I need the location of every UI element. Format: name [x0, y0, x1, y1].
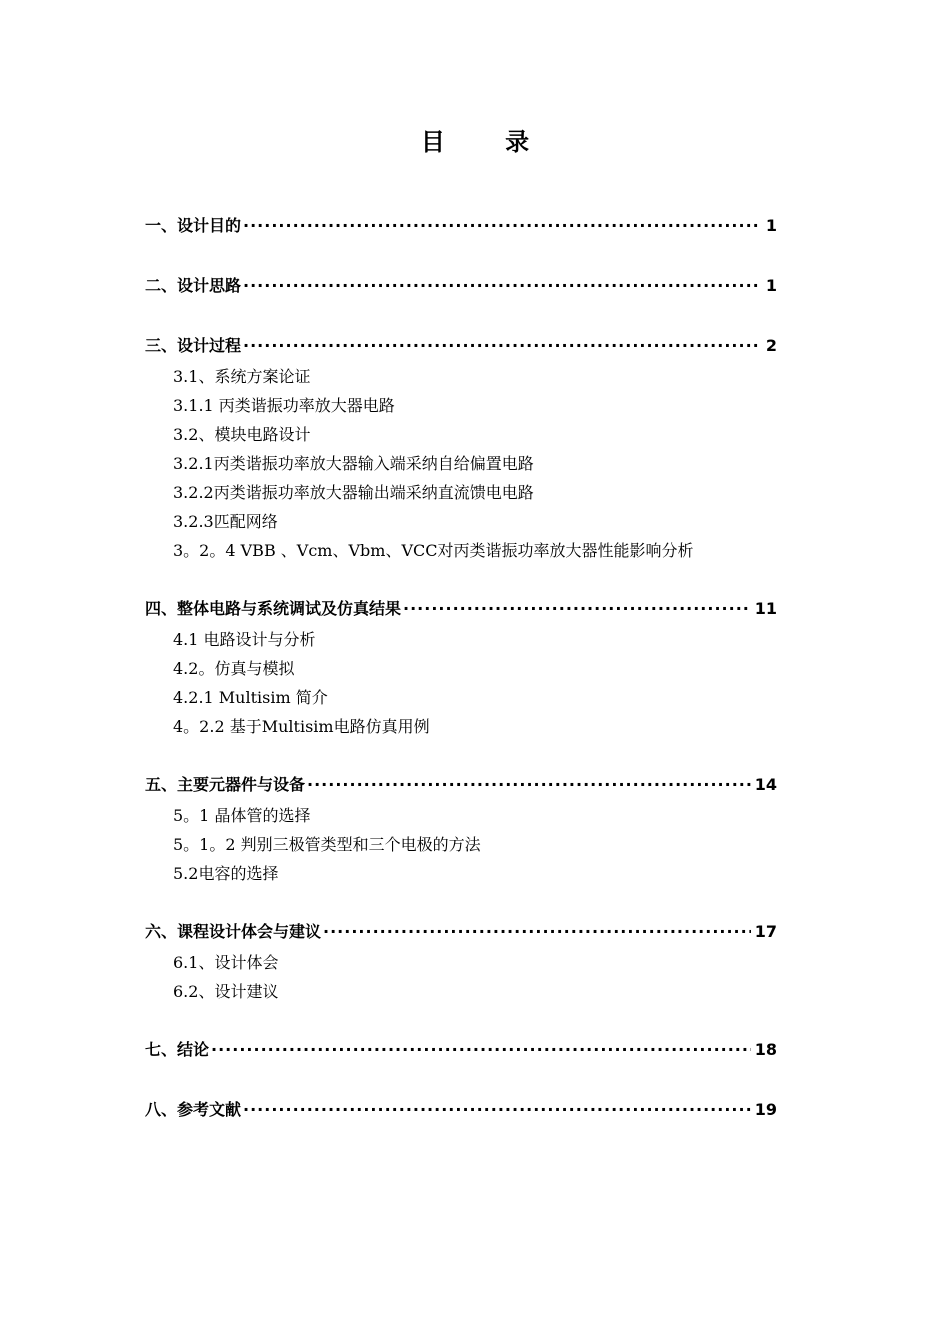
toc-entry[interactable]: [145, 593, 777, 625]
toc-section-2: [145, 270, 777, 302]
toc-subentry[interactable]: 4.1 电路设计与分析: [173, 630, 316, 649]
toc-entry-label: 四、整体电路与系统调试及仿真结果: [145, 599, 402, 618]
toc-page-number: 1: [765, 216, 777, 235]
toc-section-8: [145, 1094, 777, 1126]
toc-entry[interactable]: [145, 270, 777, 302]
toc-entry-label: 八、参考文献: [145, 1100, 242, 1119]
toc-subentry[interactable]: 5。1。2 判别三极管类型和三个电极的方法: [173, 835, 481, 854]
dot-leader: [243, 330, 759, 362]
toc-subentry[interactable]: 4.2.1 Multisim 简介: [173, 688, 328, 707]
toc-page-number: 19: [754, 1100, 777, 1119]
toc-subentry[interactable]: 5。1 晶体管的选择: [173, 806, 311, 825]
toc-entry[interactable]: [145, 1034, 777, 1066]
toc-page-number: 11: [754, 599, 777, 618]
toc-section-7: [145, 1034, 777, 1066]
toc-entry-label: 三、设计过程: [145, 336, 242, 355]
toc-subentry[interactable]: 5.2电容的选择: [173, 864, 279, 883]
toc-subentry[interactable]: 3.2、模块电路设计: [173, 425, 311, 444]
toc-page-number: 1: [765, 276, 777, 295]
toc-entry-label: 五、主要元器件与设备: [145, 775, 306, 794]
toc-subentry[interactable]: 4.2。仿真与模拟: [173, 659, 295, 678]
table-of-contents: [145, 210, 777, 1154]
toc-page-number: 2: [765, 336, 777, 355]
toc-section-1: [145, 210, 777, 242]
toc-entry[interactable]: [145, 769, 777, 801]
toc-subentry[interactable]: 3.1、系统方案论证: [173, 367, 311, 386]
toc-section-3: [145, 330, 777, 565]
dot-leader: [243, 210, 759, 242]
toc-entry[interactable]: [145, 210, 777, 242]
toc-entry-label: 二、设计思路: [145, 276, 242, 295]
toc-entry[interactable]: [145, 330, 777, 362]
toc-entry[interactable]: [145, 1094, 777, 1126]
toc-subentry[interactable]: 6.1、设计体会: [173, 953, 279, 972]
toc-entry-label: 一、设计目的: [145, 216, 242, 235]
dot-leader: [243, 1094, 751, 1126]
toc-subentry[interactable]: 3.2.2丙类谐振功率放大器输出端采纳直流馈电电路: [173, 483, 534, 502]
dot-leader: [211, 1034, 751, 1066]
toc-entry-label: 六、课程设计体会与建议: [145, 922, 322, 941]
toc-page-number: 17: [754, 922, 777, 941]
toc-subentry[interactable]: 3。2。4 VBB 、Vcm、Vbm、VCC对丙类谐振功率放大器性能影响分析: [173, 541, 694, 560]
dot-leader: [307, 769, 751, 801]
toc-subentry[interactable]: 3.2.1丙类谐振功率放大器输入端采纳自给偏置电路: [173, 454, 534, 473]
toc-subentry[interactable]: 6.2、设计建议: [173, 982, 279, 1001]
toc-section-5: [145, 769, 777, 888]
toc-section-6: [145, 916, 777, 1006]
toc-page-number: 18: [754, 1040, 777, 1059]
toc-entry[interactable]: [145, 916, 777, 948]
dot-leader: [243, 270, 759, 302]
toc-subentry[interactable]: 4。2.2 基于Multisim电路仿真用例: [173, 717, 430, 736]
toc-subentry[interactable]: 3.1.1 丙类谐振功率放大器电路: [173, 396, 395, 415]
dot-leader: [403, 593, 751, 625]
toc-entry-label: 七、结论: [145, 1040, 210, 1059]
toc-subentry[interactable]: 3.2.3匹配网络: [173, 512, 278, 531]
toc-page-number: 14: [754, 775, 777, 794]
toc-section-4: [145, 593, 777, 741]
page-title: 目 录: [420, 128, 556, 156]
dot-leader: [323, 916, 751, 948]
